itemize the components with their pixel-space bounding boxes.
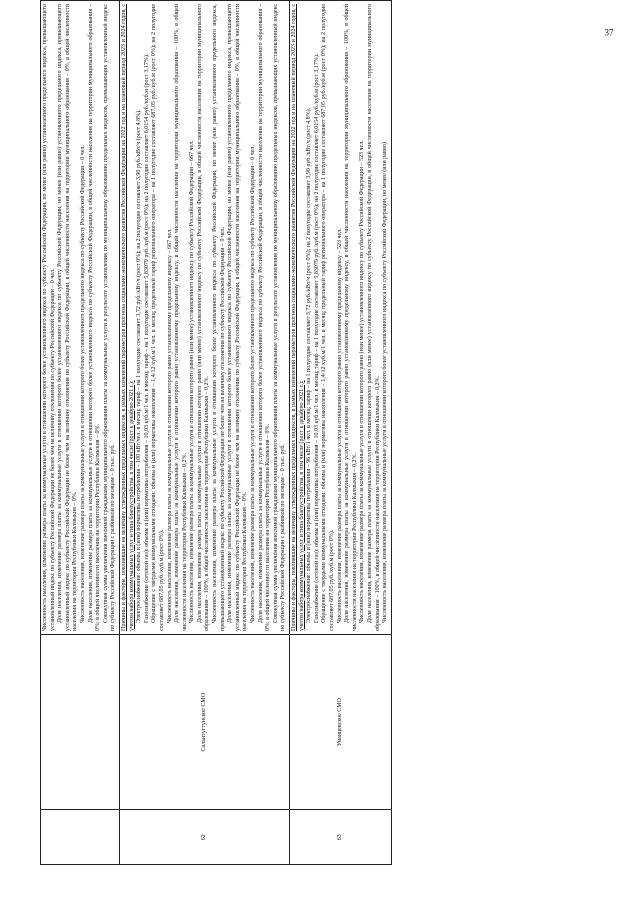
paragraph: Численность населения, изменение размера платы за коммунальные услуги в отношении которого более установленного предельного индекса по субъекту Российской Федерации – 0 чел. bbox=[250, 145, 257, 623]
paragraph: Обращение с твердыми коммунальными отходами: объемы и (или) нормативы накопления – 1,4/12 куб.м/1 чел. в месяц; предельный тариф регионального оператора – на 1 полугодие составляет 687,05 руб./куб.м (рост 0%); на 2 полугодие составляет 687,05 руб./куб.м (рост 0%). bbox=[151, 4, 165, 631]
report-table-body bbox=[41, 1, 392, 865]
report-table bbox=[40, 0, 392, 865]
municipality-name: Уманцевское СМО bbox=[336, 698, 343, 747]
paragraph: Причины и факторы, повлиявшие на величину утвержденных предельных индексов, в рамках изменений параметров прогноза социально-экономического развития Российской Федерации на 2022 год и на плановый период 2023 и 2024 годов, с учетом набора коммунальных услуг и типа благоустройства, в том числе (рост к декабрю 2021 г.): bbox=[120, 4, 135, 631]
row-number-cell bbox=[119, 810, 289, 865]
row-number: 62 bbox=[200, 834, 207, 841]
paragraph: Численность населения, изменение размера платы за коммунальные услуги в отношении которого более установленного предельного индекса по субъекту Российской Федерации – 0 чел. bbox=[79, 145, 86, 623]
paragraph: Совокупная сумма увеличения вносимой гражданами муниципального образования платы за коммунальные услуги в результате установления по муниципальному образованию предельных индексов, превышающих установленный индекс по субъекту Российской Федерации с разбивкой по месяцам – 0 тыс. руб. bbox=[102, 4, 117, 631]
page-number: 37 bbox=[604, 27, 614, 38]
paragraph: Численность населения, изменение размера платы за коммунальные услуги в отношении которого более установленного индекса по субъекту Российской Федерации, но менее (или равно) установленного предельного индекса, превышающего установленный индекс по субъекту Российской Федерации не более чем на величину отклонения по субъекту Российской Федерации – 0 чел. bbox=[42, 4, 56, 631]
table-row bbox=[41, 1, 120, 865]
paragraph: Численность населения, изменение размера платы за коммунальные услуги в отношении которого равно (или менее) установленного индексу по субъекту Российской Федерации – 523 чел. bbox=[359, 140, 366, 623]
municipality-cell bbox=[41, 635, 120, 810]
paragraph: Доля населения, изменение размера платы за коммунальные услуги в отношении которого равно (или менее) установленного индексу по субъекту Российской Федерации, в общей численности населения на территории муниципального образования – 100%, в общей численности населения на территории Республики Калмыкия – 0,2%. bbox=[366, 4, 381, 631]
table-row bbox=[290, 1, 392, 865]
paragraph: Газоснабжение (сетевой газ): объемы и (или) нормативы потребления – 10,03 куб.м/1 чел. в месяц; тариф – на 1 полугодие составляет 5,83079 руб./куб.м (рост 0%); на 2 полугодие составляет 6,0154 руб./куб.м (рост 3,17%). bbox=[313, 53, 320, 623]
paragraph: Обращение с твердыми коммунальными отходами: объемы и (или) нормативы накопления – 1,4/12 куб.м/1 чел. в месяц; предельный тариф регионального оператора – на 1 полугодие составляет 687,05 руб./куб.м (рост 0%); на 2 полугодие составляет 687,05 руб./куб.м (рост 0%). bbox=[321, 4, 335, 631]
paragraph: Совокупная сумма увеличения вносимой гражданами муниципального образования платы за коммунальные услуги в результате установления по муниципальному образованию предельных индексов, превышающих установленный индекс по субъекту Российской Федерации с разбивкой по месяцам – 0 тыс. руб. bbox=[272, 4, 287, 631]
description-cell bbox=[119, 1, 289, 635]
table-row bbox=[119, 1, 289, 865]
row-number-cell bbox=[290, 810, 392, 865]
paragraph: Электроснабжение: объемы и (или) нормативы потребления – 96 кВт/1 чел. в месяц; тариф – на 1 полугодие составляет 3,72 руб./кВт/ч (рост 0%); на 2 полугодие составляет 3,90 руб./кВт/ч (рост 4,8%). bbox=[306, 107, 313, 623]
description-cell bbox=[290, 1, 392, 635]
paragraph: Газоснабжение (сетевой газ): объемы и (или) нормативы потребления – 10,03 куб.м/1 чел. в месяц; тариф – на 1 полугодие составляет 5,83079 руб./куб.м (рост 0%); на 2 полугодие составляет 6,0154 руб./куб.м (рост 3,17%). bbox=[143, 53, 150, 623]
paragraph: Причины и факторы, повлиявшие на величину утвержденных предельных индексов, в рамках изменений параметров прогноза социально-экономического развития Российской Федерации на 2022 год и на плановый период 2023 и 2024 годов, с учетом набора коммунальных услуг и типа благоустройства, в том числе (рост к декабрю 2021 г.): bbox=[291, 4, 305, 631]
paragraph: Доля населения, изменение размера платы за коммунальные услуги в отношении которого более установленного индекса по субъекту Российской Федерации, в общей численности населения на территории муниципального образования – 0%; в общей численности населения на территории Республики Калмыкия – 0%. bbox=[87, 4, 102, 631]
paragraph: Доля населения, изменение размера платы за коммунальные услуги в отношении которого более установленного индекса по субъекту Российской Федерации, в общей численности населения на территории муниципального образования – 0%; в общей численности населения на территории Республики Калмыкия – 0%. bbox=[257, 4, 272, 631]
paragraph: Доля населения, изменение размера платы за коммунальные услуги в отношении которого равно установленному предельному индексу, в общей численности населения на территории муниципального образования – 100%, в общей численности населения на территории Республики Калмыкия – 0,2%. bbox=[174, 4, 188, 631]
row-number: 63 bbox=[336, 834, 343, 841]
paragraph: Численность населения, изменение размера платы за коммунальные услуги в отношении которого равно (или менее) установленного индексу по субъекту Российской Федерации – 667 чел. bbox=[189, 140, 196, 623]
paragraph: Численность населения, изменение размера платы за коммунальные услуги в отношении которого более установленного индекса по субъекту Российской Федерации, но менее (или равно) bbox=[382, 142, 389, 623]
paragraph: Доля населения, изменение размера платы за коммунальные услуги в отношении которого более установленного индекса по субъекту Российской Федерации, но менее (или равно) установленного предельного индекса, превышающего установленный индекс по субъекту Российской Федерации не более чем на величину отклонения по субъекту Российской Федерации, в общей численности населения на территории муниципального образования – 0%, в общей численности населения на территории Республики Калмыкия – 0%. bbox=[227, 4, 249, 631]
municipality-cell bbox=[290, 635, 392, 810]
paragraph: Численность населения, изменение размера платы за коммунальные услуги в отношении которого равно установленному предельному индексу – 523 чел. bbox=[336, 228, 343, 623]
paragraph: Численность населения, изменение размера платы за коммунальные услуги в отношении которого более установленного индекса по субъекту Российской Федерации, но менее (или равно) установленного предельного индекса, превышающего установленный индекс по субъекту Российской Федерации не более чем на величину отклонения по субъекту Российской Федерации – 0 чел. bbox=[212, 4, 226, 631]
row-number-cell bbox=[41, 810, 120, 865]
paragraph: Доля населения, изменение размера платы за коммунальные услуги в отношении которого более установленного индекса по субъекту Российской Федерации, но менее (или равно) установленного предельного индекса, превышающего установленный индекс по субъекту Российской Федерации не более чем на величину отклонения по субъекту Российской Федерации, в общей численности населения на территории муниципального образования – 0%, в общей численности населения на территории Республики Калмыкия – 0%. bbox=[57, 4, 79, 631]
paragraph: Электроснабжение: объемы и (или) нормативы потребления – 100 кВт/чел. в месяц; тариф – на 1 полугодие составляет 3,72 руб./кВт/ч (рост 0%); на 2 полугодие составляет 3,90 руб./кВт/ч (рост 4,8%). bbox=[136, 109, 143, 623]
description-cell bbox=[41, 1, 120, 635]
paragraph: Численность населения, изменение размера платы за коммунальные услуги в отношении которого равно установленному предельному индексу – 667 чел. bbox=[166, 228, 173, 623]
municipality-name: Сальнтугтунское СМО bbox=[200, 692, 207, 752]
paragraph: Доля населения, изменение размера платы за коммунальные услуги в отношении которого равно установленному предельному индексу, в общей численности населения на территории муниципального образования – 100%, в общей численности населения на территории Республики Калмыкия – 0,2%. bbox=[344, 4, 358, 631]
paragraph: Доля населения, изменение размера платы за коммунальные услуги в отношении которого равно (или менее) установленного индексу по субъекту Российской Федерации, в общей численности населения на территории муниципального образования – 100%, в общей численности населения на территории Республики Калмыкия – 0,2%. bbox=[196, 4, 211, 631]
municipality-cell bbox=[119, 635, 289, 810]
